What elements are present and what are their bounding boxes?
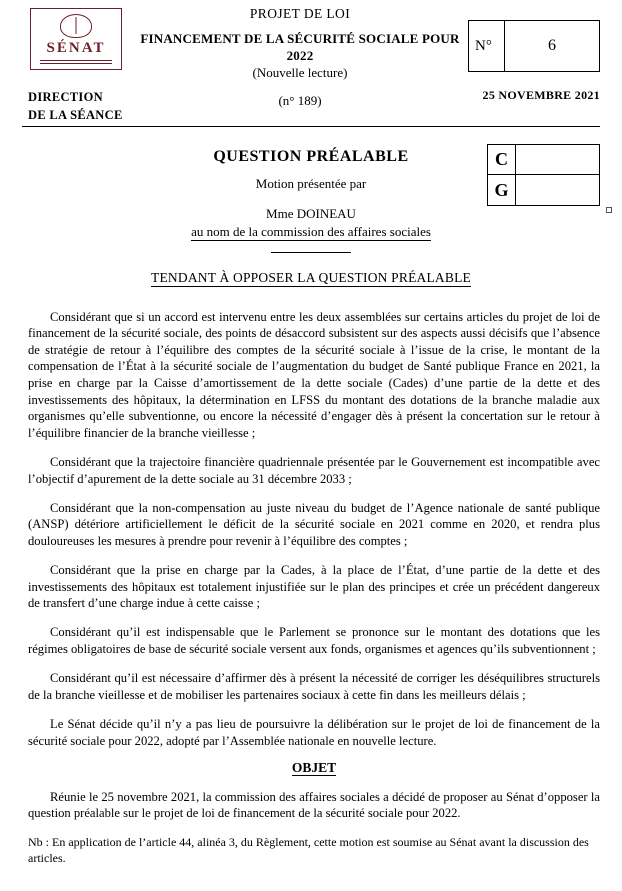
number-value: 6 — [548, 37, 556, 54]
author-name: Mme DOINEAU — [266, 206, 356, 221]
senat-logo — [30, 8, 122, 70]
document-subtitle: (Nouvelle lecture) — [252, 65, 348, 80]
header-divider — [22, 126, 600, 127]
cg-box — [487, 144, 600, 206]
motion-presented-by: Motion présentée par — [255, 176, 367, 191]
tendant-heading — [0, 270, 622, 286]
senat-logo-text: SÉNAT — [46, 40, 106, 56]
author-role: au nom de la commission des affaires sociales — [191, 224, 431, 239]
logo-divider-2 — [40, 63, 112, 64]
document-header — [0, 0, 622, 120]
considerant-paragraph: Considérant qu’il est indispensable que le Parlement se prononce sur le montant des dotations que les régimes obligatoires de base de sécurité sociale versent aux fonds, organismes et agences qu’ils subventionnent ; — [28, 625, 600, 657]
document-title: FINANCEMENT DE LA SÉCURITÉ SOCIALE POUR 2022 — [140, 31, 460, 63]
cg-letter-g: G — [488, 175, 516, 205]
objet-heading — [28, 760, 600, 776]
document-body — [28, 296, 600, 877]
footnote: Nb : En application de l’article 44, alinéa 3, du Règlement, cette motion est soumise au Sénat avant la discussion des articles. — [28, 835, 589, 865]
objet-paragraph: Réunie le 25 novembre 2021, la commission des affaires sociales a décidé de proposer au Sénat d’opposer la question préalable sur le projet de loi de financement de la sécurité sociale pour 2022. — [28, 789, 600, 821]
cg-row-c — [488, 145, 599, 175]
direction-line-2: DE LA SÉANCE — [28, 108, 123, 122]
page-title: QUESTION PRÉALABLE — [213, 148, 409, 165]
number-label: N° — [469, 21, 505, 71]
author-block — [0, 206, 622, 241]
corner-marker-icon — [606, 207, 612, 213]
projet-de-loi-label: PROJET DE LOI — [249, 6, 351, 21]
senat-emblem-icon — [60, 14, 92, 38]
cg-row-g — [488, 175, 599, 205]
considerant-paragraph: Considérant que la prise en charge par la Cades, à la place de l’État, d’une partie de la dette et des investissements des hôpitaux est totalement injustifiée sur le plan des principes et crée un précédent dangereux de transfert d’une charge indue à cette caisse ; — [28, 563, 600, 611]
considerant-paragraph: Considérant que la trajectoire financière quadriennale présentée par le Gouvernement est incompatible avec l’objectif d’apurement de la dette sociale au 31 décembre 2033 ; — [28, 454, 600, 486]
cg-letter-c: C — [488, 145, 516, 174]
considerant-paragraph: Considérant qu’il est nécessaire d’affirmer dès à présent la nécessité de corriger les déséquilibres structurels de la branche vieillesse et de mobiliser les partenaires sociaux à cette fin dans les meilleurs délais ; — [28, 671, 600, 702]
direction-line-1: DIRECTION — [28, 90, 103, 104]
amendment-number-box — [468, 20, 600, 72]
objet-heading-text: OBJET — [291, 760, 337, 776]
considerant-paragraph: Considérant que la non-compensation au juste niveau du budget de l’Agence nationale de santé publique (ANSP) détériore artificiellement le déficit de la sécurité sociale en 2021 comme en 2020, et rendra plus douloureuses les mesures à prendre pour revenir à l’équilibre des comptes ; — [28, 500, 600, 548]
considerant-paragraph: Considérant que si un accord est intervenu entre les deux assemblées sur certains articles du projet de loi de financement de la sécurité sociale, des points de désaccord subsistent sur des aspects aussi décisifs que l’absence de stratégie de retour à l’équilibre des comptes de la sécurité sociale à l’issue de la crise, le montant de la compensation de l’État à la sécurité sociale de l’augmentation du budget de Santé publique France en 2021, la prise en charge par la Caisse d’amortissement de la dette sociale (Cades) d’une partie de la dette et des investissements des hôpitaux, la détermination en LFSS du montant des dotations de la branche maladie aux organismes qu’elle subventionne, ou encore la nécessité d’engager dès à présent la concertation sur le retour à l’équilibre financier de la branche vieillesse ; — [28, 309, 600, 440]
decision-paragraph: Le Sénat décide qu’il n’y a pas lieu de poursuivre la délibération sur le projet de loi de financement de la sécurité sociale pour 2022, adopté par l’Assemblée nationale en nouvelle lecture. — [28, 717, 600, 748]
header-center — [130, 6, 470, 109]
tendant-heading-text: TENDANT À OPPOSER LA QUESTION PRÉALABLE — [151, 270, 471, 285]
document-date: 25 NOVEMBRE 2021 — [482, 88, 600, 102]
logo-divider — [40, 60, 112, 61]
texte-number: (n° 189) — [278, 93, 322, 108]
direction-block — [28, 88, 123, 124]
section-divider — [271, 252, 351, 253]
